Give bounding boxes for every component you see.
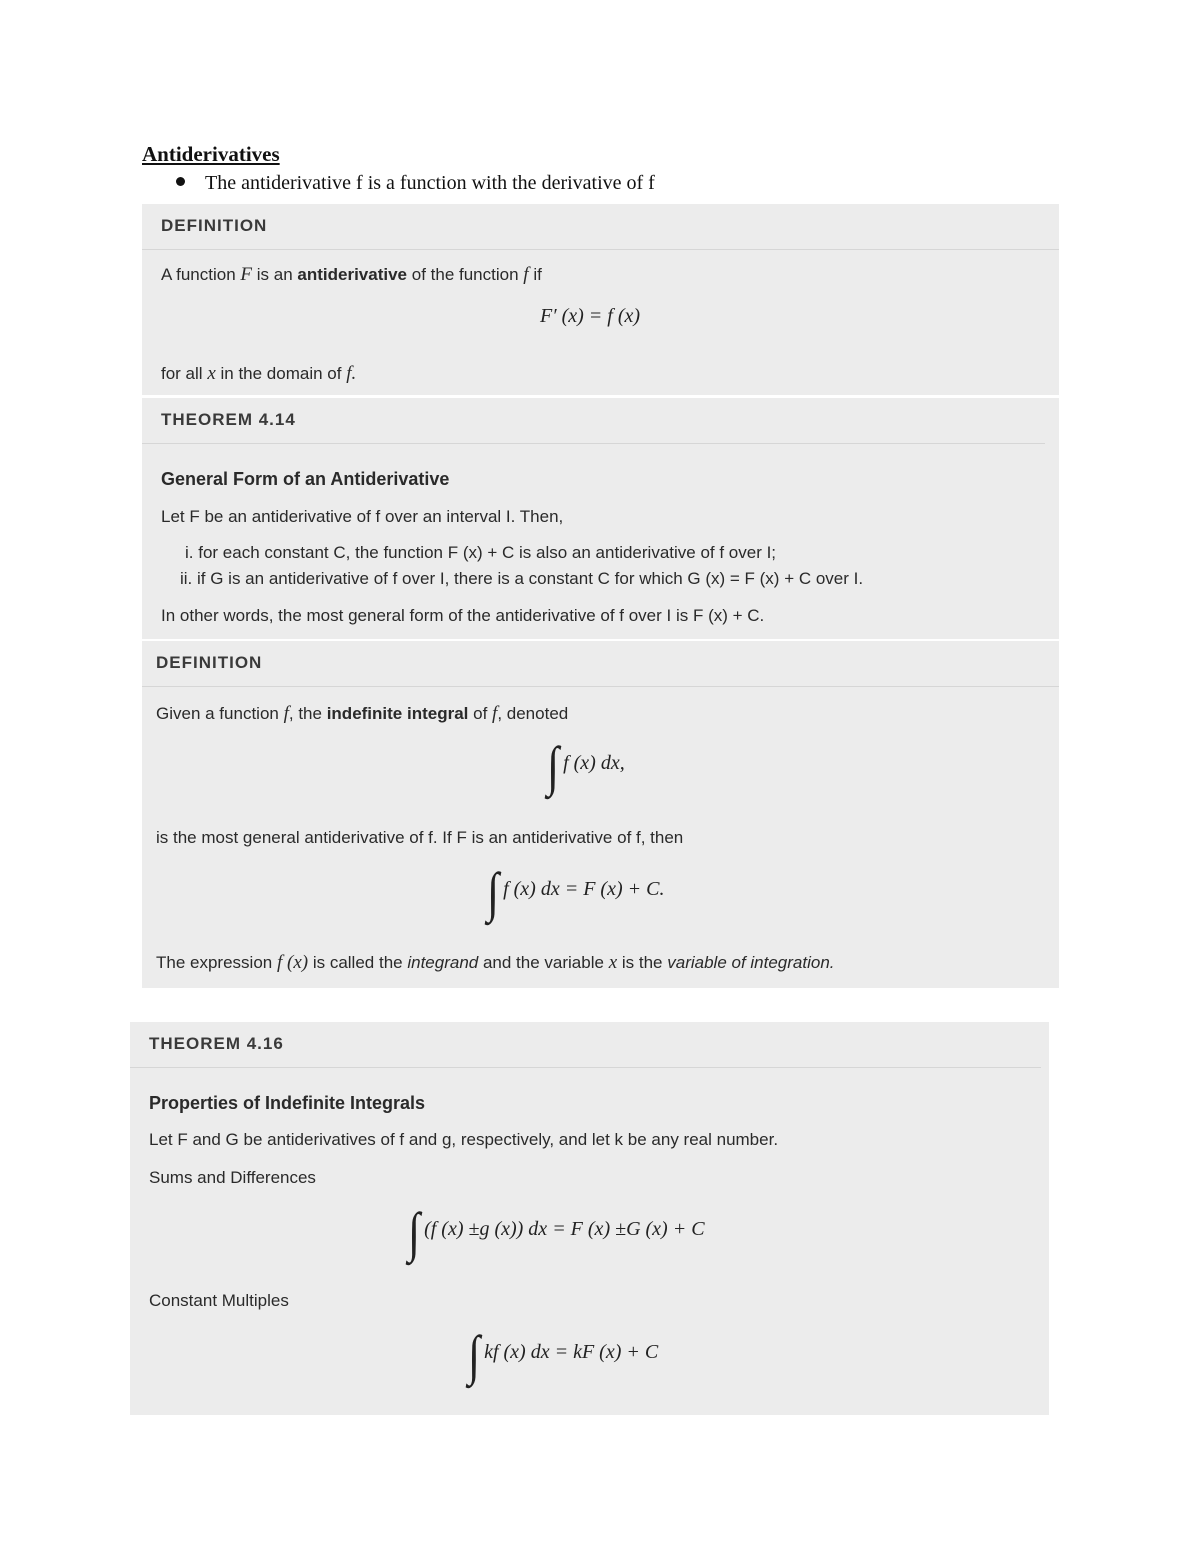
definition-line-2: for all x in the domain of f. xyxy=(161,363,357,384)
definition-indefinite-integral-box xyxy=(142,641,1059,988)
theorem-4-16-box xyxy=(130,1022,1049,1415)
bullet-dot xyxy=(176,177,185,186)
definition-line-1: A function F is an antiderivative of the function f if xyxy=(161,264,542,285)
equation-integral-equals: ∫ f (x) dx = F (x) + C. xyxy=(487,861,665,924)
theorem-intro: Let F be an antiderivative of f over an interval I. Then, xyxy=(161,507,564,526)
theorem-outro: In other words, the most general form of the antiderivative of f over I is F (x) + C. xyxy=(161,606,765,625)
theorem-item-2: ii. if G is an antiderivative of f over I, there is a constant C for which G (x) = F (x) + C over I. xyxy=(180,569,864,588)
definition-line-3: The expression f (x) is called the integrand and the variable x is the variable of integration. xyxy=(156,952,835,973)
definition-header: DEFINITION xyxy=(161,216,268,235)
theorem-header: THEOREM 4.16 xyxy=(149,1034,284,1053)
integral-sign-icon: ∫ xyxy=(547,735,560,798)
bullet-text: The antiderivative f is a function with the derivative of f xyxy=(205,172,655,194)
constant-multiples-label: Constant Multiples xyxy=(149,1291,289,1310)
equation-indefinite-integral: ∫ f (x) dx, xyxy=(547,735,625,798)
theorem-subtitle: Properties of Indefinite Integrals xyxy=(149,1093,426,1113)
divider xyxy=(130,1067,1041,1068)
bullet-item xyxy=(176,172,655,195)
theorem-4-14-box xyxy=(142,398,1059,639)
sums-label: Sums and Differences xyxy=(149,1168,316,1187)
equation-derivative: F′ (x) = f (x) xyxy=(540,305,641,327)
equation-sums-differences: ∫ (f (x) ±g (x)) dx = F (x) ±G (x) + C xyxy=(408,1201,705,1264)
divider xyxy=(142,249,1059,250)
integral-sign-icon: ∫ xyxy=(487,861,500,924)
theorem-intro: Let F and G be antiderivatives of f and g, respectively, and let k be any real number. xyxy=(149,1130,779,1149)
equation-constant-multiples: ∫ kf (x) dx = kF (x) + C xyxy=(468,1324,659,1387)
definition-line-2: is the most general antiderivative of f. If F is an antiderivative of f, then xyxy=(156,828,684,847)
theorem-header: THEOREM 4.14 xyxy=(161,410,296,429)
divider xyxy=(142,443,1045,444)
theorem-subtitle: General Form of an Antiderivative xyxy=(161,469,450,489)
divider xyxy=(142,686,1059,687)
page-title: Antiderivatives xyxy=(142,142,280,166)
definition-line-1: Given a function f, the indefinite integral of f, denoted xyxy=(156,703,569,724)
definition-header: DEFINITION xyxy=(156,653,263,672)
integral-sign-icon: ∫ xyxy=(468,1324,481,1387)
theorem-item-1: i. for each constant C, the function F (x) + C is also an antiderivative of f over I; xyxy=(185,543,777,562)
integral-sign-icon: ∫ xyxy=(408,1201,421,1264)
definition-antiderivative-box xyxy=(142,204,1059,395)
